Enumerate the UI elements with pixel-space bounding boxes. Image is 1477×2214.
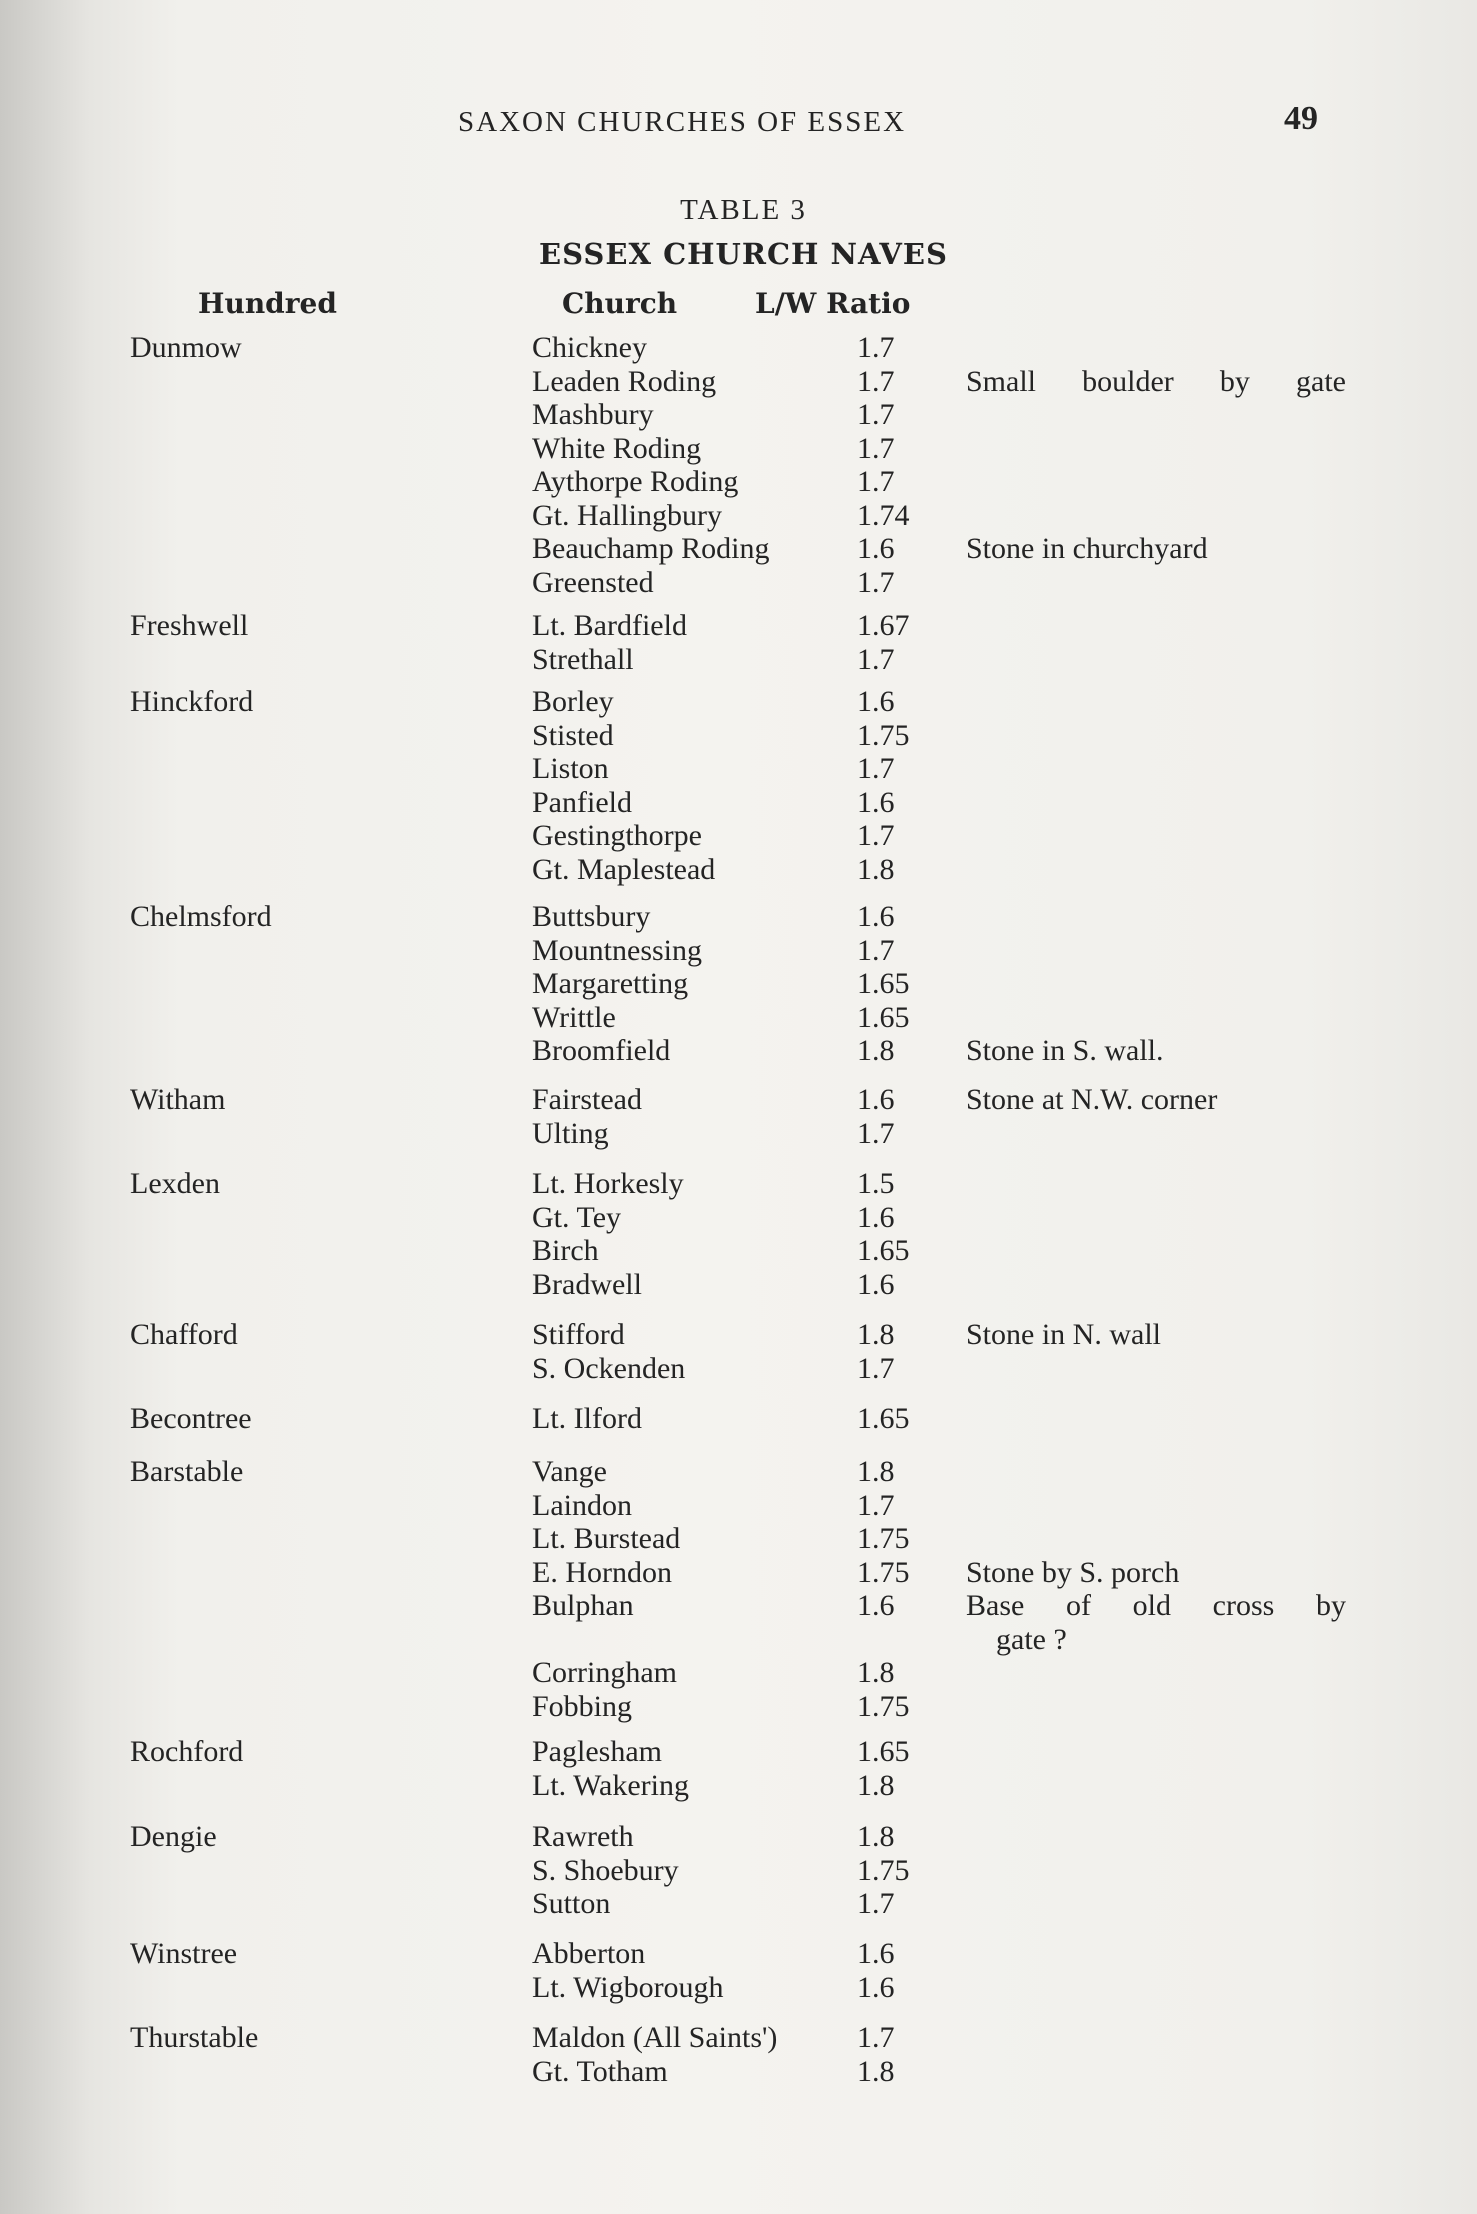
table-row bbox=[0, 752, 1477, 786]
table-row bbox=[0, 1268, 1477, 1302]
lw-ratio: 1.7 bbox=[857, 331, 895, 364]
lw-ratio: 1.6 bbox=[857, 1970, 895, 2004]
lw-ratio: 1.6 bbox=[857, 900, 895, 933]
church-name: Fairstead bbox=[532, 1083, 642, 1116]
table-row bbox=[0, 398, 1477, 432]
hundred-name: Chafford bbox=[130, 1318, 238, 1351]
table-label: TABLE 3 bbox=[680, 194, 807, 226]
table-row bbox=[0, 1735, 1477, 1769]
table-row bbox=[0, 1034, 1477, 1068]
table-row bbox=[0, 967, 1477, 1001]
hundred-group bbox=[0, 1167, 1477, 1301]
column-header-hundred: Hundred bbox=[198, 287, 337, 320]
church-name: Buttsbury bbox=[532, 900, 651, 933]
lw-ratio: 1.7 bbox=[857, 1116, 895, 1150]
table-row bbox=[0, 1887, 1477, 1921]
remark: Stone at N.W. corner bbox=[966, 1083, 1218, 1116]
lw-ratio: 1.75 bbox=[857, 1853, 910, 1887]
lw-ratio: 1.7 bbox=[857, 1351, 895, 1385]
hundred-name: Becontree bbox=[130, 1402, 252, 1435]
hundred-name: Barstable bbox=[130, 1455, 244, 1488]
church-name: Panfield bbox=[532, 785, 632, 819]
lw-ratio: 1.6 bbox=[857, 1267, 895, 1301]
church-name: Vange bbox=[532, 1455, 607, 1488]
church-name: Beauchamp Roding bbox=[532, 532, 770, 565]
hundred-name: Winstree bbox=[130, 1937, 238, 1970]
table-row bbox=[0, 1402, 1477, 1436]
church-name: Gestingthorpe bbox=[532, 819, 702, 852]
table-row bbox=[0, 1656, 1477, 1690]
hundred-group bbox=[0, 2021, 1477, 2088]
lw-ratio: 1.7 bbox=[857, 1887, 895, 1920]
church-name: Corringham bbox=[532, 1656, 677, 1689]
hundred-group bbox=[0, 1937, 1477, 2004]
church-name: Liston bbox=[532, 752, 609, 785]
table-row bbox=[0, 1167, 1477, 1201]
lw-ratio: 1.67 bbox=[857, 609, 910, 642]
table-row bbox=[0, 1769, 1477, 1803]
church-name: Aythorpe Roding bbox=[532, 465, 739, 498]
lw-ratio: 1.7 bbox=[857, 933, 895, 967]
table-row bbox=[0, 1589, 1477, 1656]
church-name: E. Horndon bbox=[532, 1555, 672, 1589]
remark: Stone by S. porch bbox=[966, 1555, 1180, 1589]
table-row bbox=[0, 1318, 1477, 1352]
lw-ratio: 1.6 bbox=[857, 532, 895, 565]
hundred-group bbox=[0, 900, 1477, 1068]
lw-ratio: 1.7 bbox=[857, 642, 895, 676]
table-row bbox=[0, 1820, 1477, 1854]
lw-ratio: 1.6 bbox=[857, 1589, 895, 1622]
page-number: 49 bbox=[1284, 100, 1318, 137]
table-row bbox=[0, 2055, 1477, 2089]
church-name: S. Shoebury bbox=[532, 1853, 679, 1887]
lw-ratio: 1.5 bbox=[857, 1167, 895, 1200]
lw-ratio: 1.8 bbox=[857, 1656, 895, 1689]
table-row bbox=[0, 1001, 1477, 1035]
hundred-name: Dengie bbox=[130, 1820, 217, 1853]
lw-ratio: 1.8 bbox=[857, 852, 895, 886]
table-row bbox=[0, 365, 1477, 399]
hundred-group bbox=[0, 1402, 1477, 1436]
lw-ratio: 1.7 bbox=[857, 1488, 895, 1522]
church-name: Lt. Wigborough bbox=[532, 1970, 724, 2004]
lw-ratio: 1.6 bbox=[857, 1200, 895, 1234]
hundred-name: Chelmsford bbox=[130, 900, 272, 933]
lw-ratio: 1.65 bbox=[857, 1402, 910, 1435]
lw-ratio: 1.7 bbox=[857, 364, 895, 398]
table-row bbox=[0, 934, 1477, 968]
hundred-group bbox=[0, 1318, 1477, 1385]
table-row bbox=[0, 609, 1477, 643]
church-name: Lt. Burstead bbox=[532, 1522, 681, 1555]
table-row bbox=[0, 1971, 1477, 2005]
lw-ratio: 1.7 bbox=[857, 565, 895, 599]
lw-ratio: 1.75 bbox=[857, 1522, 910, 1555]
church-name: Stifford bbox=[532, 1318, 625, 1351]
lw-ratio: 1.8 bbox=[857, 1768, 895, 1802]
church-name: Lt. Bardfield bbox=[532, 609, 687, 642]
church-name: Bulphan bbox=[532, 1589, 634, 1622]
table-row bbox=[0, 1556, 1477, 1590]
hundred-name: Witham bbox=[130, 1083, 226, 1116]
church-name: Abberton bbox=[532, 1937, 646, 1970]
table-row bbox=[0, 1489, 1477, 1523]
table-title: ESSEX CHURCH NAVES bbox=[539, 237, 948, 271]
church-name: S. Ockenden bbox=[532, 1351, 686, 1385]
hundred-group bbox=[0, 1083, 1477, 1150]
lw-ratio: 1.7 bbox=[857, 398, 895, 431]
church-name: Fobbing bbox=[532, 1689, 633, 1723]
table-row bbox=[0, 465, 1477, 499]
lw-ratio: 1.65 bbox=[857, 1735, 910, 1768]
church-name: Gt. Tey bbox=[532, 1200, 622, 1234]
hundred-group bbox=[0, 609, 1477, 676]
remark-continuation: gate ? bbox=[996, 1622, 1067, 1656]
church-name: Birch bbox=[532, 1234, 599, 1267]
church-name: Gt. Hallingbury bbox=[532, 498, 722, 532]
lw-ratio: 1.75 bbox=[857, 1689, 910, 1723]
church-name: Gt. Totham bbox=[532, 2054, 668, 2088]
church-name: Greensted bbox=[532, 565, 654, 599]
church-name: Paglesham bbox=[532, 1735, 662, 1768]
table-row bbox=[0, 331, 1477, 365]
hundred-group bbox=[0, 1735, 1477, 1802]
table-row bbox=[0, 819, 1477, 853]
lw-ratio: 1.65 bbox=[857, 967, 910, 1000]
church-name: Writtle bbox=[532, 1000, 616, 1034]
church-name: Borley bbox=[532, 685, 614, 718]
church-name: Lt. Ilford bbox=[532, 1402, 642, 1435]
table-row bbox=[0, 643, 1477, 677]
lw-ratio: 1.6 bbox=[857, 785, 895, 819]
church-name: Maldon (All Saints') bbox=[532, 2021, 778, 2054]
lw-ratio: 1.6 bbox=[857, 1083, 895, 1116]
hundred-name: Dunmow bbox=[130, 331, 242, 364]
table-row bbox=[0, 685, 1477, 719]
church-name: Sutton bbox=[532, 1887, 611, 1920]
remark: Stone in churchyard bbox=[966, 532, 1208, 565]
lw-ratio: 1.7 bbox=[857, 819, 895, 852]
lw-ratio: 1.7 bbox=[857, 465, 895, 498]
church-name: Strethall bbox=[532, 642, 634, 676]
remark: Base of old cross by bbox=[966, 1589, 1346, 1622]
table-row bbox=[0, 853, 1477, 887]
lw-ratio: 1.6 bbox=[857, 685, 895, 718]
hundred-name: Hinckford bbox=[130, 685, 254, 718]
table-row bbox=[0, 1455, 1477, 1489]
table-row bbox=[0, 786, 1477, 820]
hundred-group bbox=[0, 685, 1477, 886]
running-head: SAXON CHURCHES OF ESSEX bbox=[458, 106, 907, 138]
table-row bbox=[0, 1201, 1477, 1235]
lw-ratio: 1.8 bbox=[857, 1820, 895, 1853]
hundred-name: Freshwell bbox=[130, 609, 249, 642]
church-name: Gt. Maplestead bbox=[532, 852, 716, 886]
hundred-group bbox=[0, 331, 1477, 599]
lw-ratio: 1.7 bbox=[857, 2021, 895, 2054]
hundred-name: Rochford bbox=[130, 1735, 244, 1768]
table-row bbox=[0, 1352, 1477, 1386]
lw-ratio: 1.65 bbox=[857, 1000, 910, 1034]
church-name: Mashbury bbox=[532, 398, 654, 431]
hundred-group bbox=[0, 1455, 1477, 1723]
church-name: Broomfield bbox=[532, 1034, 671, 1067]
lw-ratio: 1.8 bbox=[857, 1318, 895, 1351]
table-row bbox=[0, 1854, 1477, 1888]
table-row bbox=[0, 1690, 1477, 1724]
church-name: Leaden Roding bbox=[532, 364, 717, 398]
church-name: Stisted bbox=[532, 718, 614, 752]
table-row bbox=[0, 1083, 1477, 1117]
church-name: Ulting bbox=[532, 1116, 609, 1150]
church-name: White Roding bbox=[532, 431, 702, 465]
table-row bbox=[0, 1937, 1477, 1971]
table-row bbox=[0, 900, 1477, 934]
table-row bbox=[0, 2021, 1477, 2055]
column-header-ratio: L/W Ratio bbox=[755, 287, 911, 320]
remark: Small boulder by gate bbox=[966, 364, 1346, 398]
hundred-name: Thurstable bbox=[130, 2021, 259, 2054]
table-row bbox=[0, 1522, 1477, 1556]
lw-ratio: 1.74 bbox=[857, 498, 910, 532]
table-row bbox=[0, 719, 1477, 753]
lw-ratio: 1.6 bbox=[857, 1937, 895, 1970]
lw-ratio: 1.8 bbox=[857, 1455, 895, 1488]
table-row bbox=[0, 532, 1477, 566]
table-row bbox=[0, 499, 1477, 533]
church-name: Lt. Wakering bbox=[532, 1768, 689, 1802]
lw-ratio: 1.65 bbox=[857, 1234, 910, 1267]
church-name: Rawreth bbox=[532, 1820, 634, 1853]
church-name: Chickney bbox=[532, 331, 647, 364]
church-name: Lt. Horkesly bbox=[532, 1167, 684, 1200]
remark: Stone in S. wall. bbox=[966, 1034, 1164, 1067]
table-row bbox=[0, 1234, 1477, 1268]
column-header-church: Church bbox=[562, 287, 678, 320]
lw-ratio: 1.7 bbox=[857, 752, 895, 785]
church-name: Bradwell bbox=[532, 1267, 642, 1301]
church-name: Mountnessing bbox=[532, 933, 703, 967]
lw-ratio: 1.8 bbox=[857, 1034, 895, 1067]
hundred-group bbox=[0, 1820, 1477, 1921]
table-row bbox=[0, 432, 1477, 466]
lw-ratio: 1.8 bbox=[857, 2054, 895, 2088]
table-row bbox=[0, 566, 1477, 600]
lw-ratio: 1.7 bbox=[857, 431, 895, 465]
remark: Stone in N. wall bbox=[966, 1318, 1161, 1351]
lw-ratio: 1.75 bbox=[857, 718, 910, 752]
lw-ratio: 1.75 bbox=[857, 1555, 910, 1589]
hundred-name: Lexden bbox=[130, 1167, 220, 1200]
church-name: Laindon bbox=[532, 1488, 632, 1522]
church-name: Margaretting bbox=[532, 967, 689, 1000]
table-row bbox=[0, 1117, 1477, 1151]
